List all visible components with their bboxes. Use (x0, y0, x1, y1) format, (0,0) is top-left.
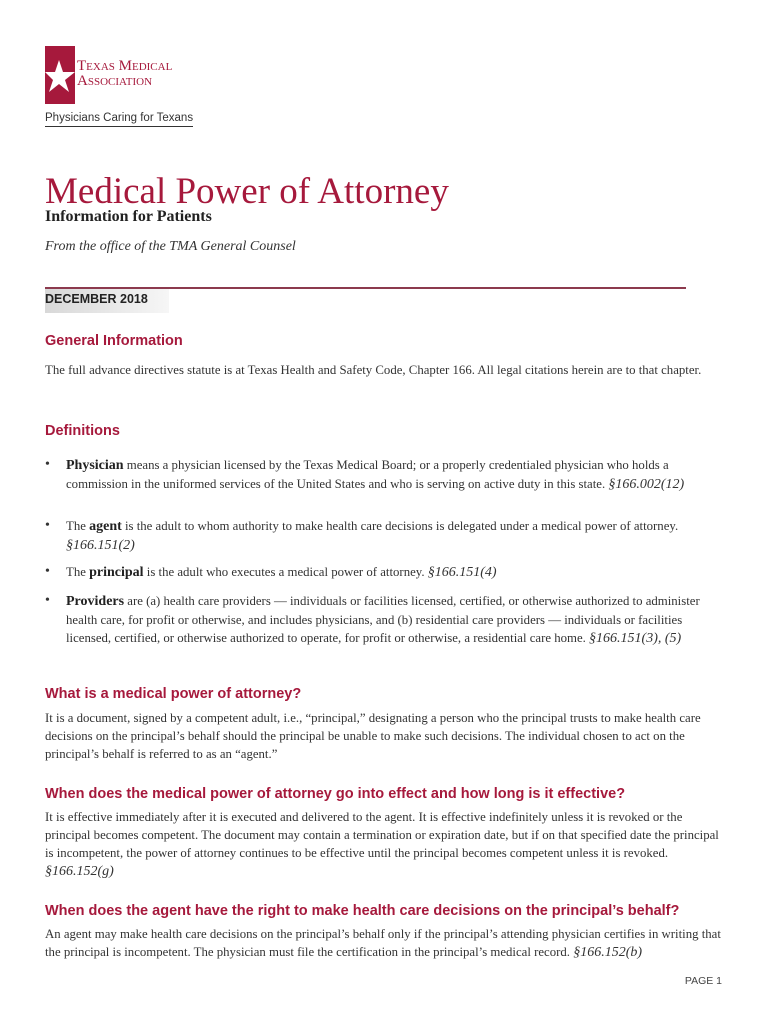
definition-text: are (a) health care providers — individuals or facilities licensed, certified, or otherwise authorized to administer health care, for profit or otherwise, and includes physicians, and (b) residential care providers — individuals or facilities licensed, certified, or otherwise authorized to operate, for profit or otherwise, a residential care home. (66, 594, 700, 645)
definition-item (45, 592, 725, 648)
citation: §166.151(3), (5) (589, 631, 682, 646)
section-body (45, 808, 725, 881)
heading-when-effective: When does the medical power of attorney go into effect and how long is it effective? (45, 786, 626, 802)
author-line: From the office of the TMA General Counsel (45, 239, 296, 254)
term: principal (89, 565, 144, 580)
heading-general: General Information (45, 333, 183, 349)
heading-agent-right: When does the agent have the right to make health care decisions on the principal’s behalf? (45, 903, 680, 919)
logo-line1: Texas Medical (77, 58, 173, 74)
term: Providers (66, 594, 125, 609)
definition-item (45, 517, 725, 555)
citation: §166.002(12) (608, 477, 685, 492)
bullet-icon: • (45, 457, 50, 472)
citation: §166.151(4) (427, 565, 497, 580)
heading-definitions: Definitions (45, 423, 120, 439)
star-logo-icon (45, 46, 75, 104)
logo-line2: Association (77, 73, 153, 89)
general-body: The full advance directives statute is at Texas Health and Safety Code, Chapter 166. All legal citations herein are to that chapter. (45, 363, 702, 377)
definition-item (45, 456, 725, 494)
body-text: An agent may make health care decisions on the principal’s behalf only if the principal’s attending physician certifies in writing that the principal is incompetent. The physician must file the certification in the principal’s medical record. (45, 927, 721, 959)
bullet-icon: • (45, 518, 50, 533)
citation: §166.151(2) (66, 538, 135, 553)
citation: §166.152(g) (45, 864, 114, 879)
prefix: The (66, 565, 90, 579)
page-number: PAGE 1 (684, 975, 722, 987)
definition-text: means a physician licensed by the Texas Medical Board; or a properly credentialed physician who holds a commission in the uniformed services of the United States and who is serving on active duty in this state. (66, 458, 669, 491)
definition-text: is the adult to whom authority to make health care decisions is delegated under a medical power of attorney. (121, 519, 679, 533)
bullet-icon: • (45, 564, 50, 579)
logo-tagline: Physicians Caring for Texans (45, 112, 193, 127)
page-title: Medical Power of Attorney (45, 171, 449, 212)
section-body (45, 709, 725, 763)
term: Physician (66, 458, 124, 473)
date-badge: DECEMBER 2018 (45, 289, 169, 313)
page-subtitle: Information for Patients (45, 208, 212, 225)
term: agent (89, 519, 122, 534)
prefix: The (66, 519, 90, 533)
heading-what-is: What is a medical power of attorney? (45, 686, 302, 702)
body-text: It is effective immediately after it is executed and delivered to the agent. It is effective indefinitely unless it is revoked or the principal becomes competent. The document may contain a termination or expiration date, but if on that specified date the principal is incompetent, the power of attorney continues to be effective until the principal becomes competent unless it is revoked. (45, 810, 719, 860)
citation: §166.152(b) (573, 945, 643, 960)
definition-item (45, 563, 725, 582)
definition-text: is the adult who executes a medical power of attorney. (143, 565, 428, 579)
bullet-icon: • (45, 593, 50, 608)
body-text: It is a document, signed by a competent adult, i.e., “principal,” designating a person who the principal trusts to make health care decisions on the principal’s behalf should the principal be unable to make such decisions. The individual chosen to act on the principal’s behalf is referred to as an “agent.” (45, 711, 701, 761)
section-body (45, 925, 725, 962)
